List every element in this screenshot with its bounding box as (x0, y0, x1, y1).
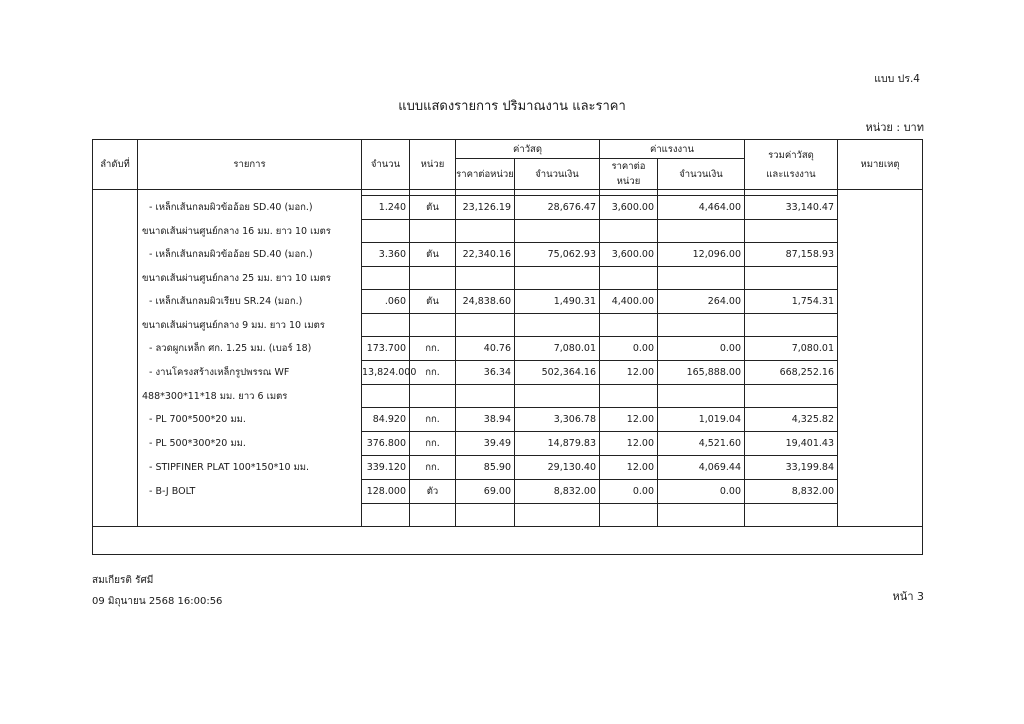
table-row (93, 361, 923, 385)
row-seq (93, 432, 138, 456)
table-row (93, 243, 923, 267)
table-row (93, 290, 923, 314)
row-labor-amount: 165,888.00 (658, 361, 745, 385)
row-seq (93, 243, 138, 267)
row-material-amount: 28,676.47 (515, 196, 600, 220)
table-row (93, 408, 923, 432)
row-total: 33,199.84 (745, 456, 838, 480)
row-labor-amount: 4,464.00 (658, 196, 745, 220)
row-item: - PL 500*300*20 มม. (138, 432, 362, 456)
row-item: - B-J BOLT (138, 480, 362, 504)
row-seq (93, 290, 138, 314)
table-row-continuation (93, 220, 923, 243)
row-remark (838, 337, 923, 361)
row-total: 33,140.47 (745, 196, 838, 220)
row-seq (93, 385, 138, 408)
row-labor-unit-price: 0.00 (600, 337, 658, 361)
row-blank (410, 220, 456, 243)
form-code: แบบ ปร.4 (874, 73, 920, 85)
row-material-unit-price: 36.34 (456, 361, 515, 385)
row-material-unit-price: 40.76 (456, 337, 515, 361)
row-material-unit-price: 22,340.16 (456, 243, 515, 267)
row-labor-unit-price: 12.00 (600, 361, 658, 385)
header-total-line2: และแรงงาน (766, 168, 816, 180)
row-total: 87,158.93 (745, 243, 838, 267)
row-unit: ตัน (410, 196, 456, 220)
row-labor-amount: 0.00 (658, 337, 745, 361)
table-row (93, 196, 923, 220)
row-unit: กก. (410, 337, 456, 361)
spacer-cell (138, 504, 362, 527)
header-labor-unit-price: ราคาต่อหน่วย (600, 159, 658, 190)
row-labor-amount: 264.00 (658, 290, 745, 314)
row-remark (838, 220, 923, 243)
row-total: 1,754.31 (745, 290, 838, 314)
row-qty: 339.120 (362, 456, 410, 480)
row-material-unit-price: 23,126.19 (456, 196, 515, 220)
row-material-amount: 7,080.01 (515, 337, 600, 361)
header-material-unit-price: ราคาต่อหน่วย (456, 159, 515, 190)
row-total: 19,401.43 (745, 432, 838, 456)
row-blank (658, 385, 745, 408)
table-row (93, 432, 923, 456)
row-blank (456, 220, 515, 243)
boq-table (92, 139, 923, 555)
row-unit: กก. (410, 361, 456, 385)
row-remark (838, 267, 923, 290)
row-material-unit-price: 69.00 (456, 480, 515, 504)
row-seq (93, 314, 138, 337)
header-total (745, 140, 838, 190)
row-seq (93, 267, 138, 290)
row-blank (410, 267, 456, 290)
row-material-amount: 8,832.00 (515, 480, 600, 504)
row-total: 668,252.16 (745, 361, 838, 385)
table-body (93, 190, 923, 555)
row-material-amount: 14,879.83 (515, 432, 600, 456)
row-unit: กก. (410, 432, 456, 456)
table-row (93, 337, 923, 361)
table-footer-band (93, 527, 923, 555)
table-row-continuation (93, 314, 923, 337)
row-item: - เหล็กเส้นกลมผิวข้ออ้อย SD.40 (มอก.) (138, 243, 362, 267)
table-row-continuation (93, 385, 923, 408)
row-blank (456, 314, 515, 337)
print-datetime: 09 มิถุนายน 2568 16:00:56 (92, 596, 223, 607)
row-item-detail: ขนาดเส้นผ่านศูนย์กลาง 9 มม. ยาว 10 เมตร (138, 314, 362, 337)
row-labor-unit-price: 0.00 (600, 480, 658, 504)
row-remark (838, 314, 923, 337)
row-labor-unit-price: 12.00 (600, 456, 658, 480)
row-qty: 13,824.000 (362, 361, 410, 385)
row-material-unit-price: 85.90 (456, 456, 515, 480)
row-labor-unit-price: 12.00 (600, 432, 658, 456)
row-blank (456, 267, 515, 290)
row-labor-amount: 4,521.60 (658, 432, 745, 456)
row-blank (515, 314, 600, 337)
row-blank (745, 314, 838, 337)
row-blank (362, 385, 410, 408)
spacer-cell (93, 504, 138, 527)
row-item: - เหล็กเส้นกลมผิวข้ออ้อย SD.40 (มอก.) (138, 196, 362, 220)
row-unit: ตัน (410, 290, 456, 314)
currency-unit: หน่วย : บาท (865, 121, 924, 134)
spacer-cell (600, 504, 658, 527)
row-remark (838, 432, 923, 456)
spacer-cell (410, 504, 456, 527)
row-remark (838, 196, 923, 220)
row-blank (515, 220, 600, 243)
row-blank (362, 314, 410, 337)
row-material-unit-price: 39.49 (456, 432, 515, 456)
row-unit: ตัน (410, 243, 456, 267)
table-row (93, 456, 923, 480)
spacer-cell (362, 504, 410, 527)
row-item: - งานโครงสร้างเหล็กรูปพรรณ WF (138, 361, 362, 385)
row-labor-unit-price: 3,600.00 (600, 243, 658, 267)
spacer-cell (838, 504, 923, 527)
row-blank (362, 220, 410, 243)
row-blank (515, 385, 600, 408)
row-item: - PL 700*500*20 มม. (138, 408, 362, 432)
row-seq (93, 456, 138, 480)
header-total-line1: รวมค่าวัสดุ (768, 149, 814, 161)
document-title: แบบแสดงรายการ ปริมาณงาน และราคา (398, 99, 626, 114)
row-seq (93, 480, 138, 504)
row-qty: 1.240 (362, 196, 410, 220)
header-qty: จำนวน (362, 140, 410, 190)
row-blank (456, 385, 515, 408)
row-qty: 376.800 (362, 432, 410, 456)
row-remark (838, 408, 923, 432)
row-qty: 3.360 (362, 243, 410, 267)
row-qty: 173.700 (362, 337, 410, 361)
row-item-detail: 488*300*11*18 มม. ยาว 6 เมตร (138, 385, 362, 408)
row-total: 4,325.82 (745, 408, 838, 432)
row-blank (745, 220, 838, 243)
row-material-amount: 1,490.31 (515, 290, 600, 314)
row-material-amount: 29,130.40 (515, 456, 600, 480)
row-blank (600, 267, 658, 290)
header-material-amount: จำนวนเงิน (515, 159, 600, 190)
header-seq: ลำดับที่ (93, 140, 138, 190)
row-material-unit-price: 38.94 (456, 408, 515, 432)
preparer-name: สมเกียรติ รัศมี (92, 575, 154, 586)
spacer-cell (515, 504, 600, 527)
row-labor-unit-price: 3,600.00 (600, 196, 658, 220)
row-blank (600, 314, 658, 337)
row-seq (93, 361, 138, 385)
row-blank (410, 314, 456, 337)
row-item-detail: ขนาดเส้นผ่านศูนย์กลาง 25 มม. ยาว 10 เมตร (138, 267, 362, 290)
row-labor-amount: 1,019.04 (658, 408, 745, 432)
row-qty: .060 (362, 290, 410, 314)
row-labor-unit-price: 12.00 (600, 408, 658, 432)
row-blank (745, 385, 838, 408)
row-blank (745, 267, 838, 290)
row-material-amount: 3,306.78 (515, 408, 600, 432)
row-labor-amount: 12,096.00 (658, 243, 745, 267)
row-remark (838, 480, 923, 504)
row-remark (838, 385, 923, 408)
row-unit: กก. (410, 456, 456, 480)
row-seq (93, 408, 138, 432)
row-unit: กก. (410, 408, 456, 432)
row-material-amount: 502,364.16 (515, 361, 600, 385)
row-blank (658, 314, 745, 337)
row-remark (838, 243, 923, 267)
spacer-cell (658, 504, 745, 527)
row-seq (93, 337, 138, 361)
header-remark: หมายเหตุ (838, 140, 923, 190)
row-material-amount: 75,062.93 (515, 243, 600, 267)
row-item: - STIPFINER PLAT 100*150*10 มม. (138, 456, 362, 480)
row-remark (838, 290, 923, 314)
row-unit: ตัว (410, 480, 456, 504)
row-item: - ลวดผูกเหล็ก ศก. 1.25 มม. (เบอร์ 18) (138, 337, 362, 361)
spacer-cell (745, 504, 838, 527)
row-blank (515, 267, 600, 290)
header-item: รายการ (138, 140, 362, 190)
row-blank (600, 220, 658, 243)
header-labor: ค่าแรงงาน (600, 140, 745, 159)
spacer-cell (456, 504, 515, 527)
row-item-detail: ขนาดเส้นผ่านศูนย์กลาง 16 มม. ยาว 10 เมตร (138, 220, 362, 243)
header-material: ค่าวัสดุ (456, 140, 600, 159)
row-seq (93, 196, 138, 220)
row-total: 7,080.01 (745, 337, 838, 361)
page-number: หน้า 3 (892, 590, 924, 603)
header-unit: หน่วย (410, 140, 456, 190)
row-labor-amount: 4,069.44 (658, 456, 745, 480)
row-seq (93, 220, 138, 243)
row-qty: 84.920 (362, 408, 410, 432)
row-blank (658, 267, 745, 290)
row-total: 8,832.00 (745, 480, 838, 504)
row-remark (838, 456, 923, 480)
row-blank (410, 385, 456, 408)
row-blank (362, 267, 410, 290)
table-row-continuation (93, 267, 923, 290)
row-blank (600, 385, 658, 408)
row-item: - เหล็กเส้นกลมผิวเรียบ SR.24 (มอก.) (138, 290, 362, 314)
row-labor-unit-price: 4,400.00 (600, 290, 658, 314)
row-material-unit-price: 24,838.60 (456, 290, 515, 314)
row-blank (658, 220, 745, 243)
row-remark (838, 361, 923, 385)
row-qty: 128.000 (362, 480, 410, 504)
row-labor-amount: 0.00 (658, 480, 745, 504)
table-row (93, 480, 923, 504)
header-labor-amount: จำนวนเงิน (658, 159, 745, 190)
